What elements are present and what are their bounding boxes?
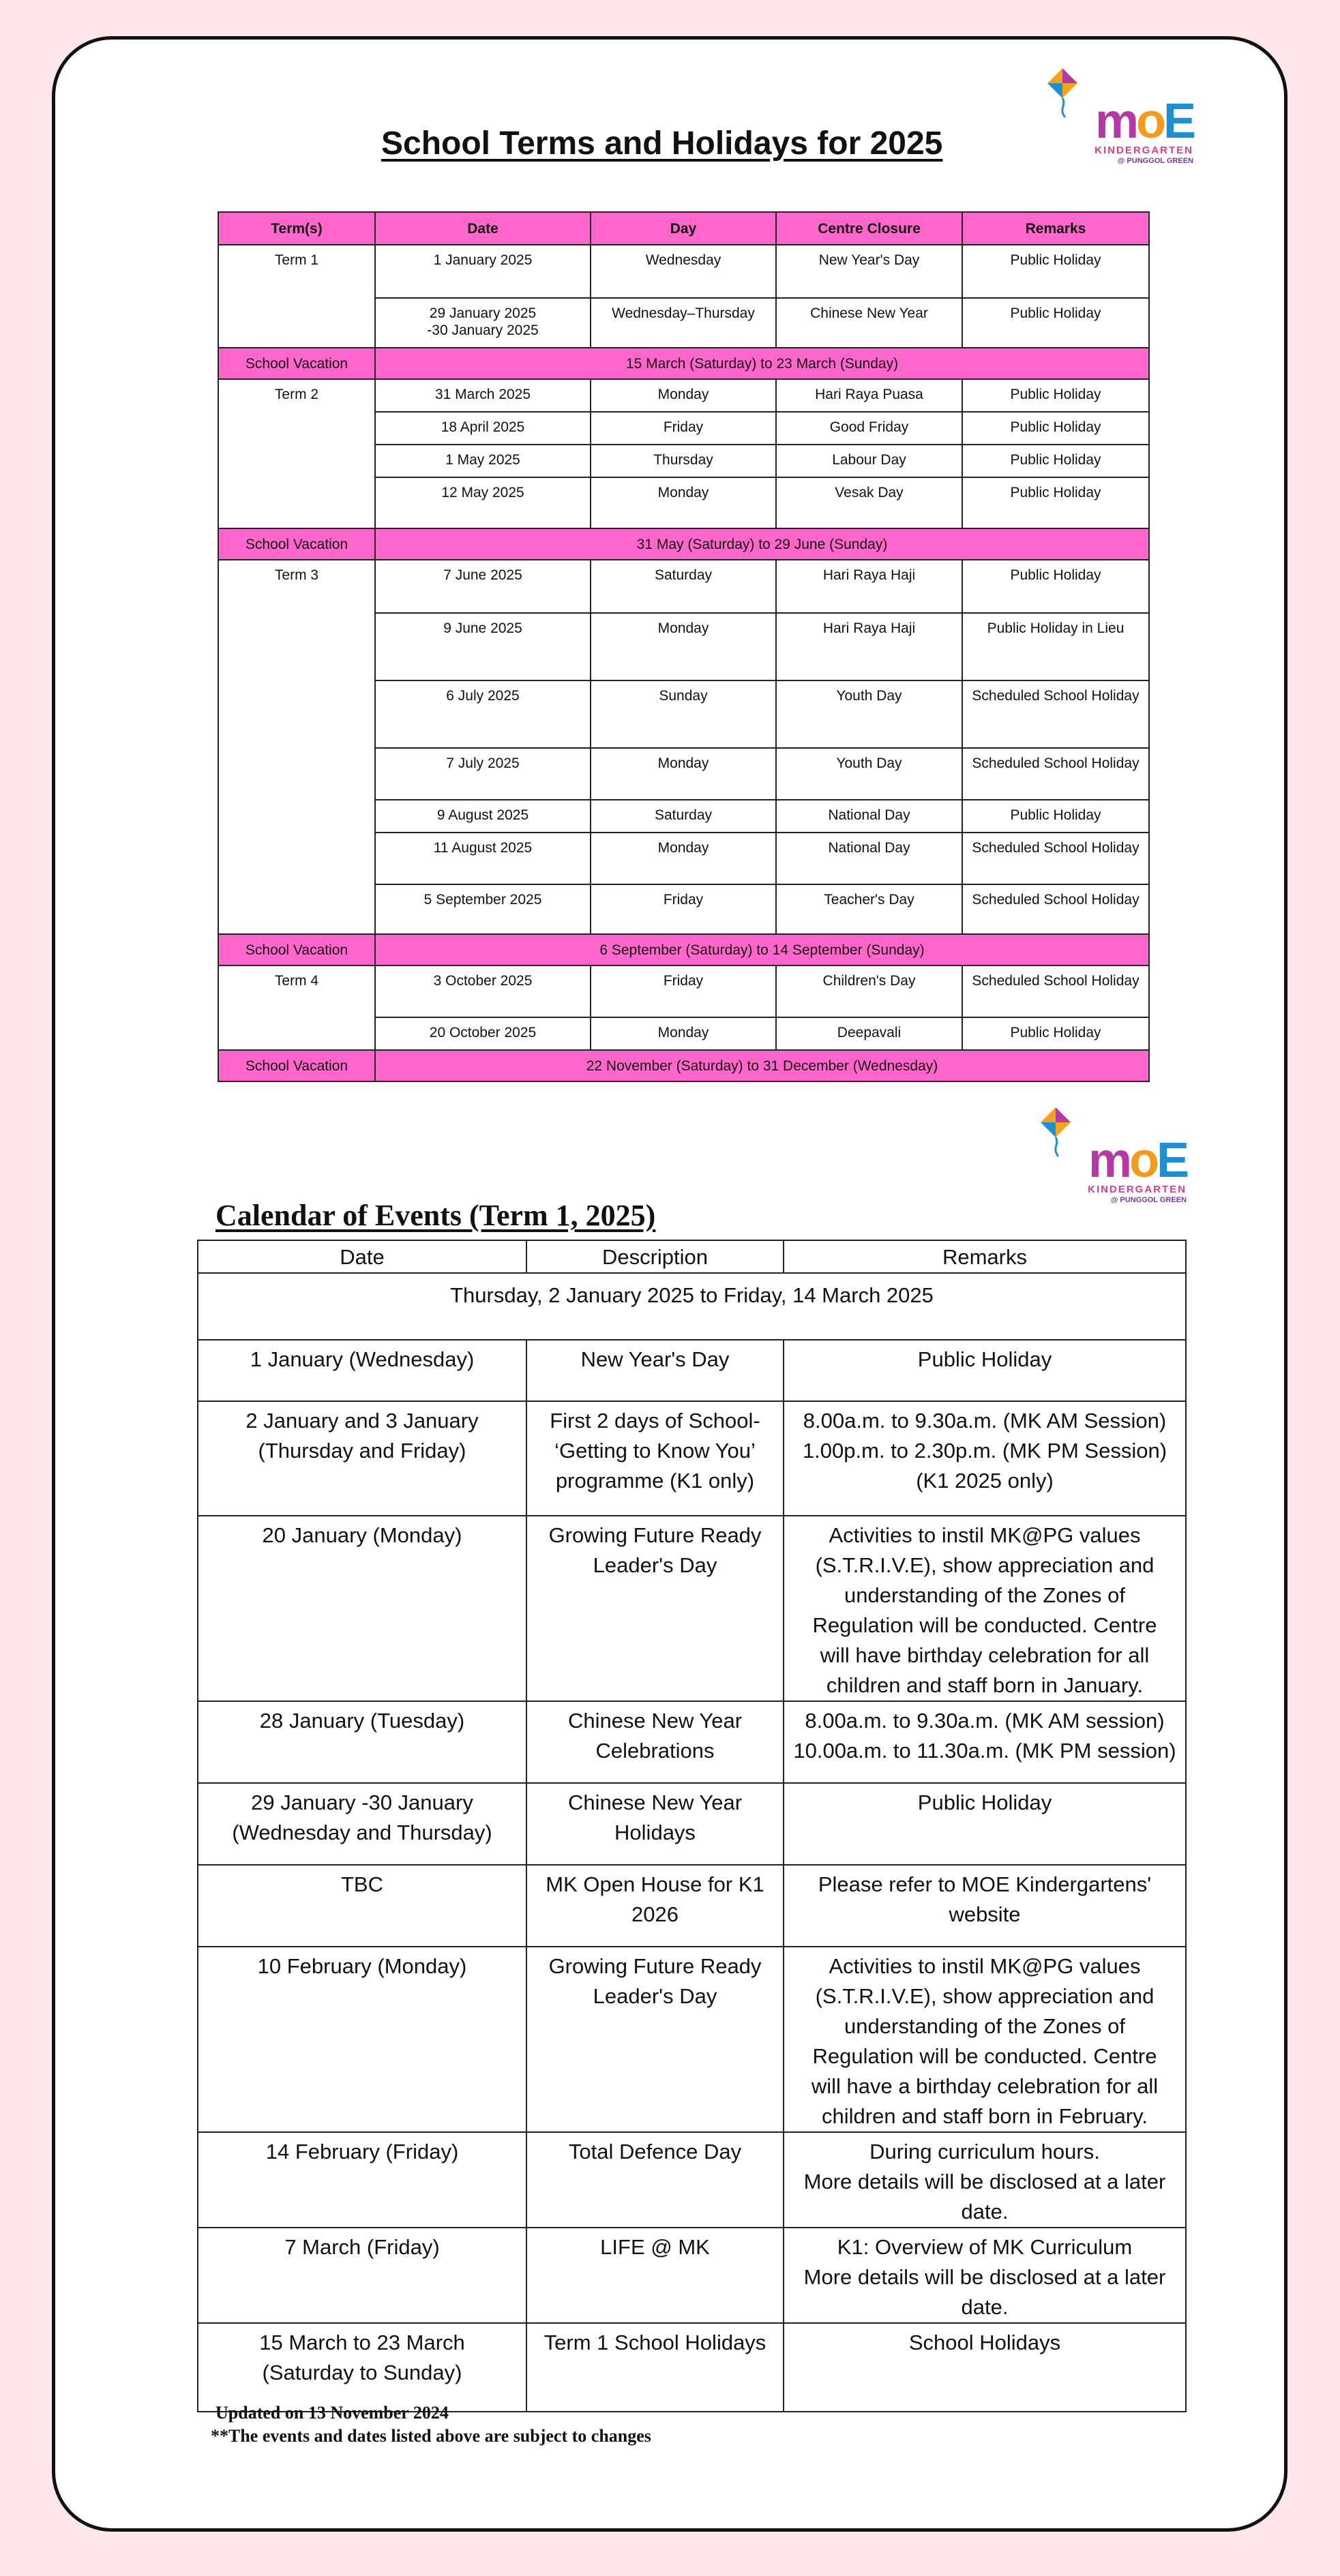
date-cell: 20 October 2025 [375, 1017, 591, 1050]
closure-cell: Hari Raya Puasa [776, 379, 962, 412]
event-date: 29 January -30 January (Wednesday and Thursday) [198, 1783, 526, 1865]
logo-wordmark: moE [1095, 94, 1193, 149]
logo-wordmark: moE [1088, 1133, 1187, 1188]
event-date: 20 January (Monday) [198, 1516, 526, 1701]
event-remarks: Activities to instil MK@PG values (S.T.R.I.V.E), show appreciation and understanding of the Zones of Regulation will be conducted. Centre will have a birthday celebration for all children and staff born in February. [784, 1947, 1186, 2132]
date-cell: 12 May 2025 [375, 477, 591, 528]
day-cell: Wednesday–Thursday [591, 298, 776, 348]
remarks-cell: Scheduled School Holiday [962, 748, 1149, 800]
table-row [198, 1865, 1186, 1947]
day-cell: Friday [591, 965, 776, 1017]
table-row [198, 1401, 1186, 1516]
table-row [198, 1340, 1186, 1401]
kite-icon [1035, 1105, 1076, 1159]
closure-cell: Hari Raya Haji [776, 560, 962, 613]
term-label: Term 2 [218, 379, 375, 528]
header-remarks: Remarks [962, 212, 1149, 245]
event-remarks: Please refer to MOE Kindergartens' website [784, 1865, 1186, 1947]
event-description: First 2 days of School- ‘Getting to Know You’ programme (K1 only) [526, 1401, 784, 1516]
closure-cell: Deepavali [776, 1017, 962, 1050]
event-date: 2 January and 3 January (Thursday and Friday) [198, 1401, 526, 1516]
vacation-row [218, 348, 1149, 379]
vacation-row [218, 1050, 1149, 1081]
events-header-row [198, 1240, 1186, 1273]
event-description: Chinese New Year Holidays [526, 1783, 784, 1865]
remarks-cell: Public Holiday [962, 245, 1149, 298]
vacation-label: School Vacation [218, 528, 375, 560]
remarks-cell: Public Holiday in Lieu [962, 613, 1149, 680]
closure-cell: Hari Raya Haji [776, 613, 962, 680]
vacation-dates: 15 March (Saturday) to 23 March (Sunday) [375, 348, 1149, 379]
updated-note: Updated on 13 November 2024 [215, 2403, 449, 2423]
event-description: Growing Future Ready Leader's Day [526, 1947, 784, 2132]
day-cell: Monday [591, 379, 776, 412]
event-description: New Year's Day [526, 1340, 784, 1401]
day-cell: Monday [591, 477, 776, 528]
closure-cell: National Day [776, 800, 962, 833]
remarks-cell: Public Holiday [962, 379, 1149, 412]
remarks-cell: Scheduled School Holiday [962, 833, 1149, 884]
remarks-cell: Public Holiday [962, 560, 1149, 613]
table-row [198, 2323, 1186, 2412]
day-cell: Thursday [591, 445, 776, 477]
remarks-cell: Public Holiday [962, 298, 1149, 348]
date-cell: 18 April 2025 [375, 412, 591, 445]
table-row [218, 965, 1149, 1017]
moe-kindergarten-logo [1042, 65, 1193, 173]
vacation-label: School Vacation [218, 934, 375, 965]
event-remarks: 8.00a.m. to 9.30a.m. (MK AM Session) 1.00p.m. to 2.30p.m. (MK PM Session) (K1 2025 only) [784, 1401, 1186, 1516]
event-remarks: During curriculum hours. More details will be disclosed at a later date. [784, 2132, 1186, 2228]
remarks-cell: Public Holiday [962, 445, 1149, 477]
vacation-dates: 6 September (Saturday) to 14 September (Sunday) [375, 934, 1149, 965]
day-cell: Saturday [591, 560, 776, 613]
day-cell: Sunday [591, 680, 776, 748]
remarks-cell: Public Holiday [962, 1017, 1149, 1050]
date-cell: 11 August 2025 [375, 833, 591, 884]
day-cell: Saturday [591, 800, 776, 833]
date-cell: 9 August 2025 [375, 800, 591, 833]
header-description: Description [526, 1240, 784, 1273]
event-date: 7 March (Friday) [198, 2228, 526, 2323]
event-date: 14 February (Friday) [198, 2132, 526, 2228]
logo-kindergarten-text: KINDERGARTEN [1088, 1184, 1187, 1195]
remarks-cell: Public Holiday [962, 412, 1149, 445]
day-cell: Friday [591, 412, 776, 445]
closure-cell: Youth Day [776, 680, 962, 748]
date-cell: 1 May 2025 [375, 445, 591, 477]
day-cell: Wednesday [591, 245, 776, 298]
event-date: TBC [198, 1865, 526, 1947]
event-description: Term 1 School Holidays [526, 2323, 784, 2412]
date-cell: 7 July 2025 [375, 748, 591, 800]
closure-cell: Chinese New Year [776, 298, 962, 348]
remarks-cell: Public Holiday [962, 477, 1149, 528]
logo-kindergarten-text: KINDERGARTEN [1095, 145, 1193, 156]
event-remarks: 8.00a.m. to 9.30a.m. (MK AM session) 10.00a.m. to 11.30a.m. (MK PM session) [784, 1701, 1186, 1783]
table-row [218, 379, 1149, 412]
day-cell: Monday [591, 748, 776, 800]
event-date: 15 March to 23 March (Saturday to Sunday) [198, 2323, 526, 2412]
header-term: Term(s) [218, 212, 375, 245]
remarks-cell: Public Holiday [962, 800, 1149, 833]
closure-cell: National Day [776, 833, 962, 884]
vacation-row [218, 528, 1149, 560]
event-remarks: K1: Overview of MK Curriculum More details will be disclosed at a later date. [784, 2228, 1186, 2323]
event-remarks: Public Holiday [784, 1783, 1186, 1865]
terms-header-row [218, 212, 1149, 245]
closure-cell: Labour Day [776, 445, 962, 477]
date-cell: 1 January 2025 [375, 245, 591, 298]
remarks-cell: Scheduled School Holiday [962, 680, 1149, 748]
header-date: Date [198, 1240, 526, 1273]
event-remarks: Public Holiday [784, 1340, 1186, 1401]
event-remarks: Activities to instil MK@PG values (S.T.R.I.V.E), show appreciation and understanding of the Zones of Regulation will be conducted. Centre will have birthday celebration for all children and staff born in January. [784, 1516, 1186, 1701]
header-date: Date [375, 212, 591, 245]
event-description: MK Open House for K1 2026 [526, 1865, 784, 1947]
event-description: Growing Future Ready Leader's Day [526, 1516, 784, 1701]
event-description: LIFE @ MK [526, 2228, 784, 2323]
table-row [198, 2132, 1186, 2228]
remarks-cell: Scheduled School Holiday [962, 965, 1149, 1017]
term-span-row [198, 1273, 1186, 1340]
day-cell: Friday [591, 884, 776, 934]
event-remarks: School Holidays [784, 2323, 1186, 2412]
table-row [198, 1701, 1186, 1783]
header-centre-closure: Centre Closure [776, 212, 962, 245]
table-row [198, 1516, 1186, 1701]
day-cell: Monday [591, 833, 776, 884]
closure-cell: Children's Day [776, 965, 962, 1017]
events-table [197, 1240, 1187, 2412]
date-cell: 31 March 2025 [375, 379, 591, 412]
closure-cell: New Year's Day [776, 245, 962, 298]
closure-cell: Youth Day [776, 748, 962, 800]
remarks-cell: Scheduled School Holiday [962, 884, 1149, 934]
date-cell: 9 June 2025 [375, 613, 591, 680]
day-cell: Monday [591, 613, 776, 680]
table-row [198, 2228, 1186, 2323]
kite-icon [1042, 65, 1083, 120]
vacation-dates: 31 May (Saturday) to 29 June (Sunday) [375, 528, 1149, 560]
vacation-row [218, 934, 1149, 965]
vacation-label: School Vacation [218, 348, 375, 379]
event-date: 28 January (Tuesday) [198, 1701, 526, 1783]
term-span: Thursday, 2 January 2025 to Friday, 14 March 2025 [198, 1273, 1186, 1340]
event-description: Total Defence Day [526, 2132, 784, 2228]
date-cell: 5 September 2025 [375, 884, 591, 934]
term-label: Term 3 [218, 560, 375, 934]
header-remarks: Remarks [784, 1240, 1186, 1273]
logo-location-text: @ PUNGGOL GREEN [1117, 157, 1193, 165]
table-row [198, 1947, 1186, 2132]
term-label: Term 1 [218, 245, 375, 348]
event-description: Chinese New Year Celebrations [526, 1701, 784, 1783]
moe-kindergarten-logo [1035, 1105, 1187, 1212]
date-cell: 6 July 2025 [375, 680, 591, 748]
closure-cell: Vesak Day [776, 477, 962, 528]
table-row [198, 1783, 1186, 1865]
date-cell: 7 June 2025 [375, 560, 591, 613]
vacation-dates: 22 November (Saturday) to 31 December (Wednesday) [375, 1050, 1149, 1081]
events-title: Calendar of Events (Term 1, 2025) [215, 1199, 656, 1232]
logo-location-text: @ PUNGGOL GREEN [1110, 1196, 1187, 1204]
date-cell: 29 January 2025 -30 January 2025 [375, 298, 591, 348]
closure-cell: Teacher's Day [776, 884, 962, 934]
day-cell: Monday [591, 1017, 776, 1050]
date-cell: 3 October 2025 [375, 965, 591, 1017]
header-day: Day [591, 212, 776, 245]
event-date: 10 February (Monday) [198, 1947, 526, 2132]
disclaimer-note: **The events and dates listed above are subject to changes [211, 2426, 651, 2446]
term-label: Term 4 [218, 965, 375, 1050]
event-date: 1 January (Wednesday) [198, 1340, 526, 1401]
table-row [218, 245, 1149, 298]
terms-title: School Terms and Holidays for 2025 [381, 125, 943, 162]
closure-cell: Good Friday [776, 412, 962, 445]
table-row [218, 560, 1149, 613]
vacation-label: School Vacation [218, 1050, 375, 1081]
terms-table [218, 211, 1150, 1082]
